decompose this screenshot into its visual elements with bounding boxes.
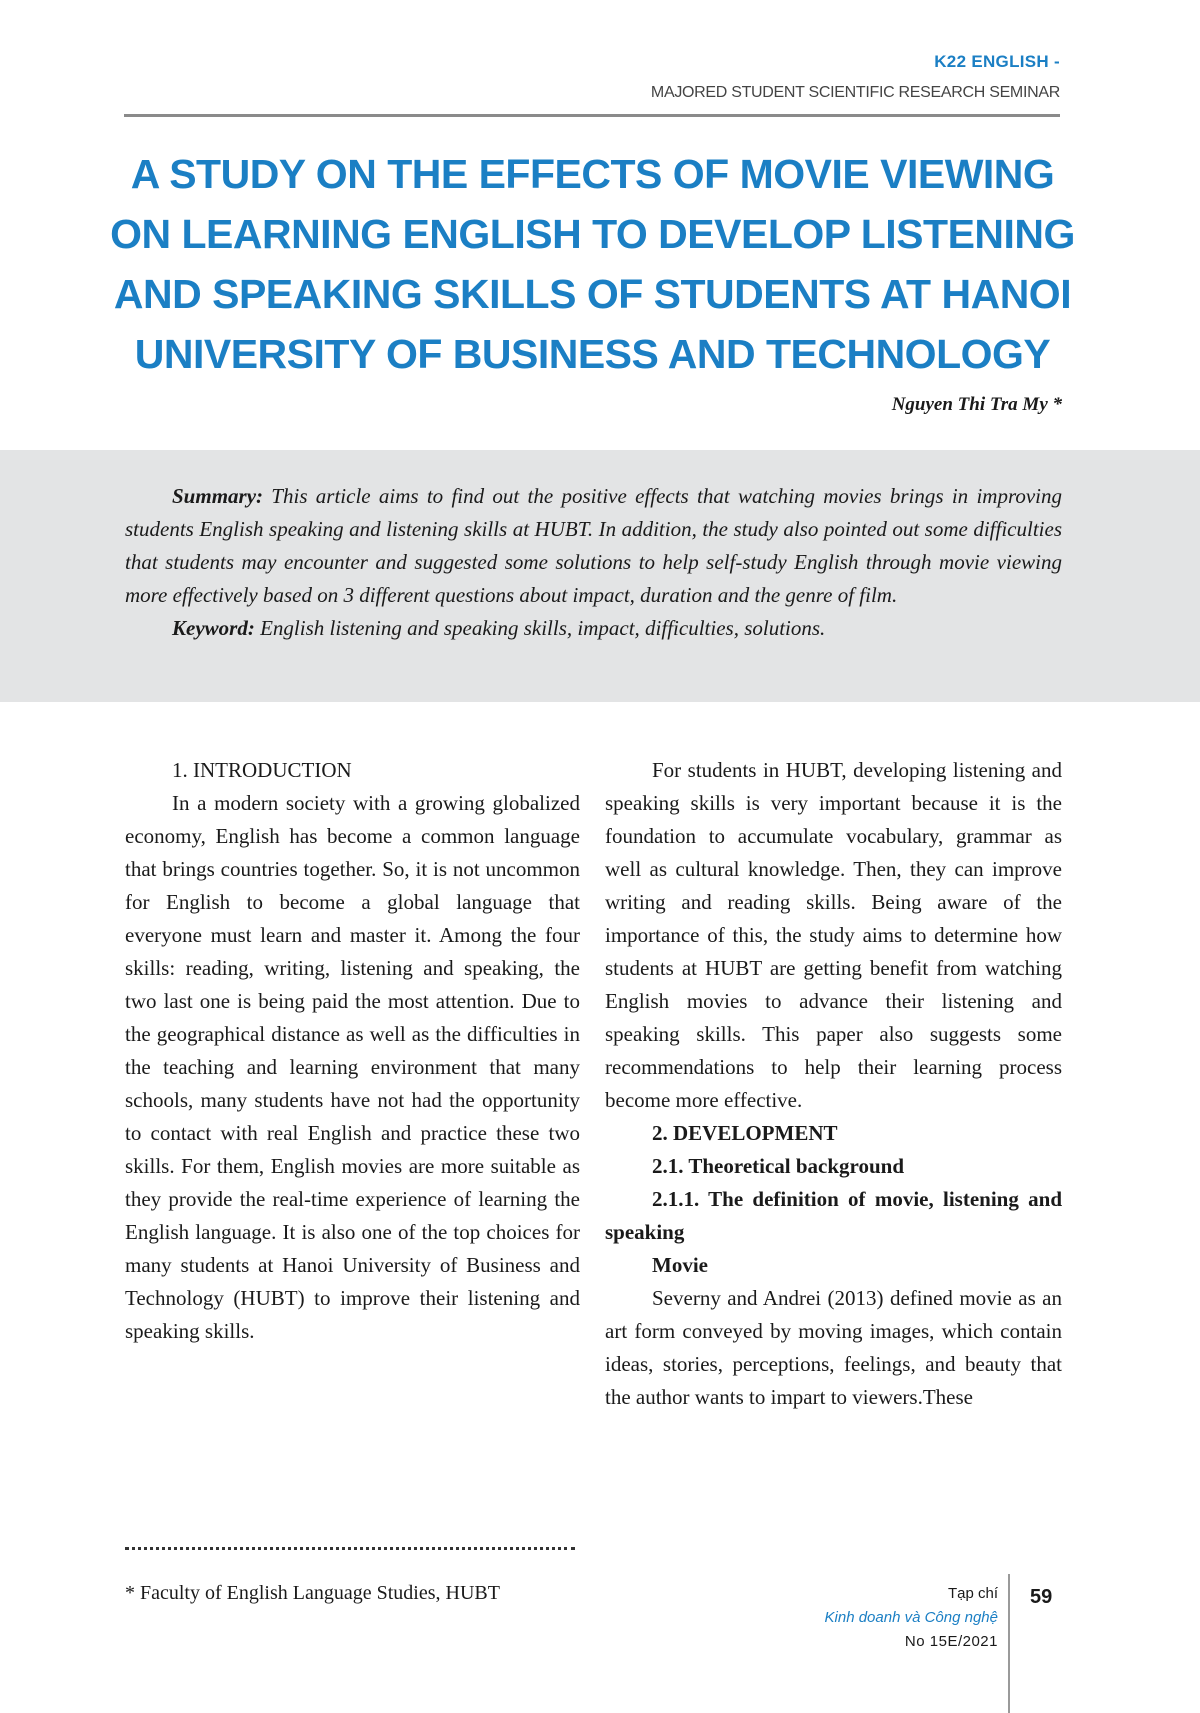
intro-heading: 1. INTRODUCTION <box>172 758 352 782</box>
journal-info <box>825 1582 998 1654</box>
keyword-paragraph <box>125 612 1062 645</box>
summary-text: This article aims to find out the positive effects that watching movies brings in improving students English speaking and listening skills at HUBT. In addition, the study also pointed out some difficulties that students may encounter and suggested some solutions to help self-study English through movie viewing more effectively based on 3 different questions about impact, duration and the genre of film. <box>125 484 1062 607</box>
keyword-text: English listening and speaking skills, impact, difficulties, solutions. <box>254 616 826 640</box>
journal-name: Kinh doanh và Công nghệ <box>824 1609 998 1626</box>
paper-title <box>110 144 1075 384</box>
abstract <box>125 480 1062 645</box>
author-name: Nguyen Thi Tra My * <box>891 394 1062 415</box>
development-heading: 2. DEVELOPMENT <box>652 1121 838 1145</box>
summary-label: Summary: <box>172 484 264 508</box>
header-rule <box>124 114 1060 117</box>
footer-vertical-rule <box>1008 1574 1010 1713</box>
movie-paragraph: Severny and Andrei (2013) defined movie as an art form conveyed by moving images, which contain ideas, stories, perceptions, feelings, and beauty that the author wants to impart to viewers.These <box>605 1286 1062 1409</box>
right-column <box>605 754 1062 1414</box>
title-line: AND SPEAKING SKILLS OF STUDENTS AT HANOI <box>113 271 1072 317</box>
page-number: 59 <box>1030 1586 1053 1608</box>
header-series: K22 ENGLISH - <box>934 52 1060 71</box>
intro-paragraph: In a modern society with a growing globalized economy, English has become a common language that brings countries together. So, it is not uncommon for English to become a global language that everyone must learn and master it. Among the four skills: reading, writing, listening and speaking, the two last one is being paid the most attention. Due to the geographical distance as well as the difficulties in the teaching and learning environment that many schools, many students have not had the opportunity to contact with real English and practice these two skills. For them, English movies are more suitable as they provide the real-time experience of learning the English language. It is also one of the top choices for many students at Hanoi University of Business and Technology (HUBT) to improve their listening and speaking skills. <box>125 791 580 1343</box>
journal-issue: No 15E/2021 <box>904 1633 998 1650</box>
journal-label: Tạp chí <box>947 1585 998 1602</box>
summary-paragraph <box>125 480 1062 612</box>
title-line: A STUDY ON THE EFFECTS OF MOVIE VIEWING <box>130 151 1055 197</box>
section-heading: 2.1. Theoretical background <box>652 1154 905 1178</box>
footnote: * Faculty of English Language Studies, HUBT <box>125 1582 500 1604</box>
header-seminar: MAJORED STUDENT SCIENTIFIC RESEARCH SEMINAR <box>650 84 1060 101</box>
keyword-label: Keyword: <box>172 616 255 640</box>
left-column <box>125 754 580 1348</box>
title-line: UNIVERSITY OF BUSINESS AND TECHNOLOGY <box>134 331 1051 377</box>
title-line: ON LEARNING ENGLISH TO DEVELOP LISTENING <box>110 211 1075 257</box>
footnote-divider <box>125 1547 575 1550</box>
body-paragraph: For students in HUBT, developing listening and speaking skills is very important because it is the foundation to accumulate vocabulary, grammar as well as cultural knowledge. Then, they can improve writing and reading skills. Being aware of the importance of this, the study aims to determine how students at HUBT are getting benefit from watching English movies to advance their listening and speaking skills. This paper also suggests some recommendations to help their learning process become more effective. <box>605 758 1062 1112</box>
subsection-heading: 2.1.1. The definition of movie, listening and speaking <box>605 1187 1062 1244</box>
movie-heading: Movie <box>652 1253 708 1277</box>
